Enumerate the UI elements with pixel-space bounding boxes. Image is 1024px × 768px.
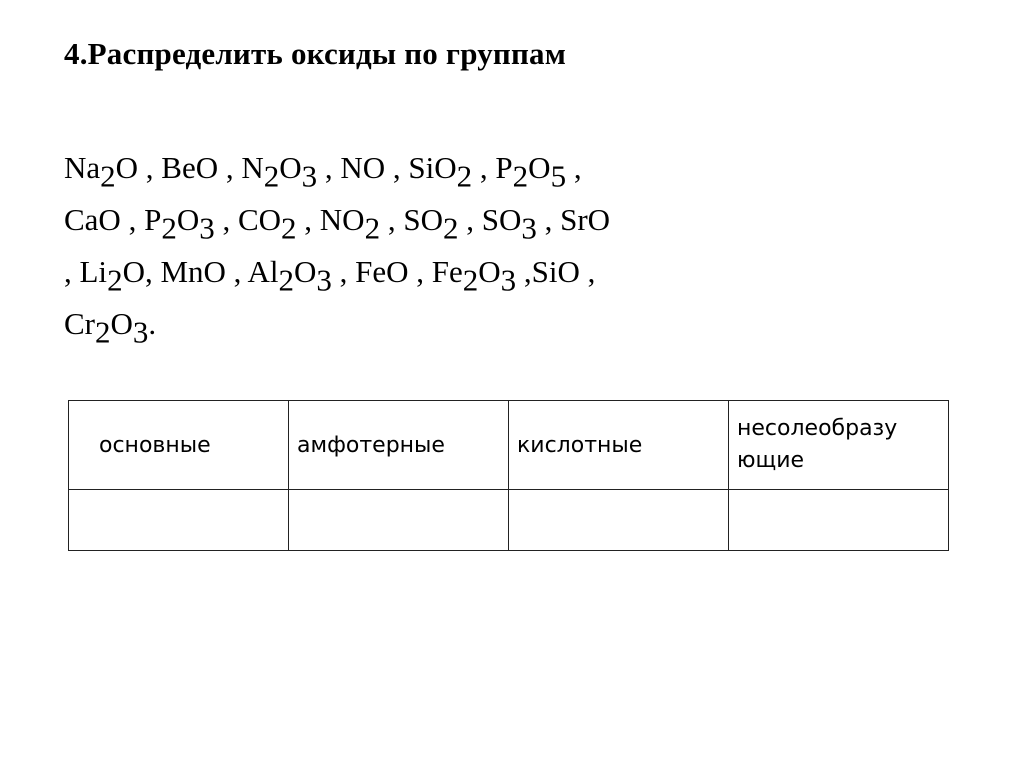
- answer-cell-acidic[interactable]: [509, 490, 729, 551]
- formula-line-2: CaO , $P_2O_3$ , $CO_2$ , $NO_2$ , $SO_2$ , $SO_3$ , SrO: [64, 202, 611, 246]
- header-non-salt-forming: несолеобразу ющие: [729, 401, 949, 490]
- answer-cell-non-salt-forming[interactable]: [729, 490, 949, 551]
- header-acidic: кислотные: [509, 401, 729, 490]
- header-amphoteric: амфотерные: [289, 401, 509, 490]
- answer-cell-amphoteric[interactable]: [289, 490, 509, 551]
- answer-cell-basic[interactable]: [69, 490, 289, 551]
- oxide-groups-table: [68, 400, 949, 551]
- header-basic: основные: [69, 401, 289, 490]
- formula-line-4: $Cr_2O_3$.: [64, 306, 157, 350]
- table-header-row: [69, 401, 949, 490]
- page-title: 4.Распределить оксиды по группам: [64, 36, 567, 71]
- formula-line-1: $Na_2O$ , BeO , $N_2O_3$ , NO , SiO$_2$ , $P_2O_5$ ,: [64, 150, 582, 194]
- table-row: [69, 490, 949, 551]
- oxide-formula-list: [64, 150, 784, 358]
- formula-line-3: , $Li_2O$, MnO , $Al_2O_3$ , FeO , $Fe_2O_3$ ,SiO ,: [64, 254, 596, 298]
